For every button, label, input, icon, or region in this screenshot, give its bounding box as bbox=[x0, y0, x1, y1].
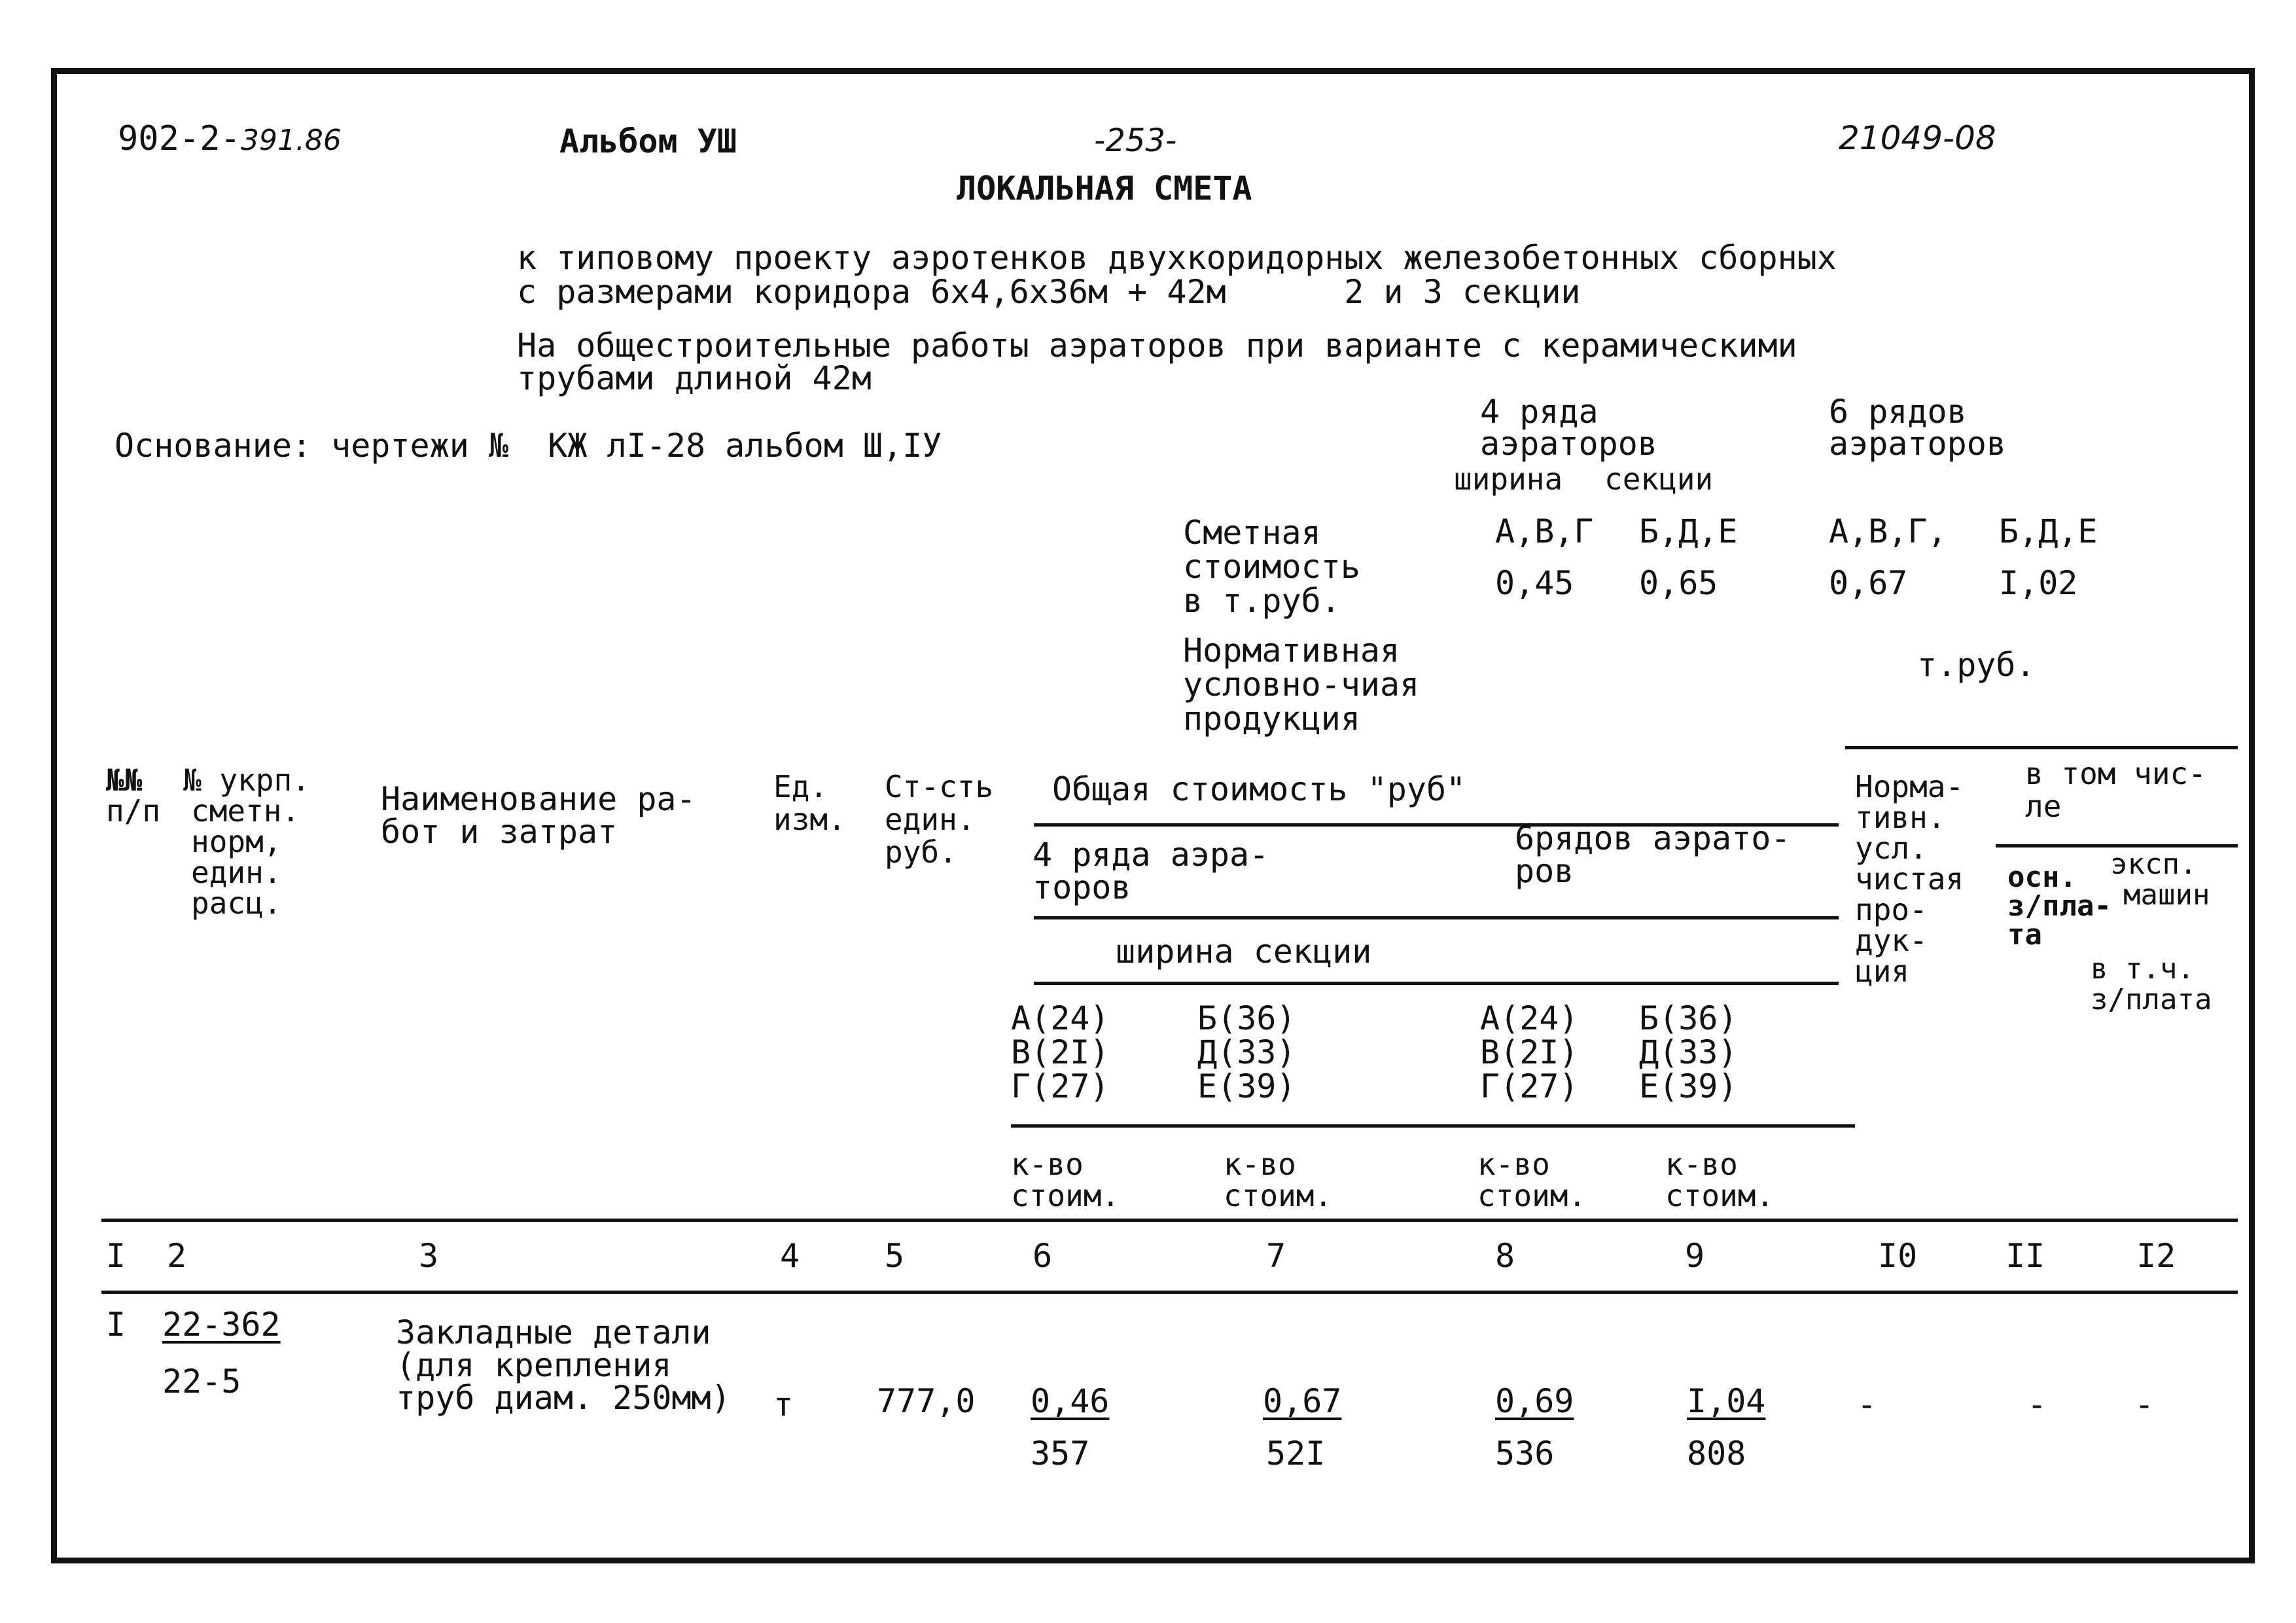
th-group-1-a: А(24) bbox=[1011, 999, 1110, 1037]
rule-above-col-numbers bbox=[101, 1219, 2238, 1222]
rule-under-rows bbox=[1034, 916, 1839, 919]
cost-label-3: в т.руб. bbox=[1183, 582, 1341, 620]
row-qty-6: 0,46 bbox=[1031, 1382, 1110, 1420]
basis-line: Основание: чертежи № КЖ лI-28 альбом Ш,IУ bbox=[115, 427, 942, 465]
description-line-1: к типовому проекту аэротенков двухкоридорных железобетонных сборных bbox=[517, 239, 1837, 277]
th-salary-2: з/пла- bbox=[2007, 889, 2111, 923]
col-number-9: 9 bbox=[1685, 1237, 1705, 1275]
row-cost-7: 52I bbox=[1266, 1435, 1326, 1472]
th-group-2-c: Е(39) bbox=[1197, 1067, 1296, 1105]
th-norm-1: Норма- bbox=[1855, 769, 1964, 804]
rows6-title-1: 6 рядов bbox=[1829, 393, 1967, 431]
th-qty-6-1: к-во bbox=[1011, 1147, 1084, 1182]
description-line-4: трубами длиной 42м bbox=[517, 359, 872, 397]
cost-label-1: Сметная bbox=[1183, 514, 1321, 552]
col-number-7: 7 bbox=[1266, 1237, 1286, 1275]
col-number-11: II bbox=[2005, 1237, 2045, 1275]
th-qty-7-2: стоим. bbox=[1224, 1178, 1333, 1213]
col-number-1: I bbox=[106, 1237, 126, 1275]
summary-col-2: Б,Д,Е bbox=[1639, 512, 1738, 550]
th-6rows-2: ров bbox=[1515, 852, 1574, 890]
th-ref-3: норм, bbox=[191, 824, 282, 859]
th-unit-2: изм. bbox=[773, 802, 846, 837]
th-incl-1: в том чис- bbox=[2025, 756, 2206, 791]
th-qty-7-1: к-во bbox=[1224, 1147, 1296, 1182]
th-qty-9-1: к-во bbox=[1665, 1147, 1738, 1182]
th-num-1: №№ bbox=[106, 762, 143, 798]
th-incl-2: ле bbox=[2025, 789, 2062, 824]
width-label: ширина bbox=[1454, 461, 1563, 497]
rows4-title-1: 4 ряда bbox=[1480, 393, 1598, 431]
th-qty-6-2: стоим. bbox=[1011, 1178, 1120, 1213]
page-number: -253- bbox=[1094, 122, 1177, 159]
col-number-8: 8 bbox=[1495, 1237, 1515, 1275]
row-machines-value: - bbox=[2134, 1385, 2155, 1423]
th-ref-2: сметн. bbox=[191, 793, 300, 829]
th-num-2: п/п bbox=[106, 793, 161, 829]
th-name-1: Наименование ра- bbox=[381, 780, 696, 818]
th-qty-8-1: к-во bbox=[1477, 1147, 1550, 1182]
summary-value-1: 0,45 bbox=[1495, 564, 1574, 602]
rule-below-col-numbers bbox=[101, 1291, 2238, 1294]
th-cost-2: един. bbox=[885, 802, 976, 837]
th-salary-1: осн. bbox=[2007, 861, 2077, 894]
row-salary-value: - bbox=[2027, 1385, 2047, 1423]
summary-col-3: А,В,Г, bbox=[1829, 512, 1947, 550]
row-name-3: труб диам. 250мм) bbox=[396, 1379, 731, 1417]
th-qty-8-2: стоим. bbox=[1477, 1178, 1587, 1213]
row-qty-8: 0,69 bbox=[1495, 1382, 1574, 1420]
th-ref-5: расц. bbox=[191, 885, 282, 921]
col-number-12: I2 bbox=[2136, 1237, 2176, 1275]
th-norm-2: тивн. bbox=[1855, 800, 1946, 835]
th-machines-4: з/плата bbox=[2091, 983, 2212, 1016]
row-ref-bottom: 22-5 bbox=[162, 1363, 241, 1400]
th-ref-1: № укрп. bbox=[183, 762, 310, 798]
th-norm-3: усл. bbox=[1855, 830, 1928, 866]
th-group-1-c: Г(27) bbox=[1011, 1067, 1110, 1105]
th-machines-2: машин bbox=[2123, 878, 2210, 912]
rule-under-groups bbox=[1011, 1124, 1855, 1128]
row-ref-top: 22-362 bbox=[162, 1306, 281, 1344]
th-group-1-b: В(2I) bbox=[1011, 1033, 1110, 1071]
norm-label-3: продукция bbox=[1183, 700, 1360, 738]
th-group-4-b: Д(33) bbox=[1639, 1033, 1738, 1071]
th-unit-1: Ед. bbox=[773, 769, 828, 804]
th-total: Общая стоимость "руб" bbox=[1052, 770, 1466, 808]
row-name-2: (для крепления bbox=[396, 1346, 672, 1384]
col-number-5: 5 bbox=[885, 1237, 905, 1275]
th-machines-3: в т.ч. bbox=[2091, 952, 2195, 986]
rows4-title-2: аэраторов bbox=[1480, 425, 1657, 463]
summary-value-4: I,02 bbox=[1999, 564, 2078, 602]
rows6-title-2: аэраторов bbox=[1829, 425, 2006, 463]
th-group-3-a: А(24) bbox=[1480, 999, 1579, 1037]
row-number: I bbox=[106, 1306, 126, 1344]
row-cost-8: 536 bbox=[1495, 1435, 1555, 1472]
row-cost-6: 357 bbox=[1031, 1435, 1090, 1472]
th-name-2: бот и затрат bbox=[381, 813, 618, 851]
header-top-rule bbox=[1845, 746, 2238, 749]
project-code: 902-2-391.86 bbox=[118, 119, 342, 158]
document-number: 21049-08 bbox=[1839, 119, 1996, 157]
row-qty-9: I,04 bbox=[1687, 1382, 1766, 1420]
row-qty-7: 0,67 bbox=[1263, 1382, 1342, 1420]
col-number-2: 2 bbox=[167, 1237, 187, 1275]
norm-label-1: Нормативная bbox=[1183, 632, 1400, 669]
description-line-3: На общестроительные работы аэраторов при варианте с керамическими bbox=[517, 327, 1797, 365]
th-group-4-a: Б(36) bbox=[1639, 999, 1738, 1037]
description-line-2: с размерами коридора 6х4,6х36м + 42м 2 и 3 секции bbox=[517, 273, 1581, 311]
row-unit-cost: 777,0 bbox=[877, 1382, 976, 1420]
th-group-4-c: Е(39) bbox=[1639, 1067, 1738, 1105]
row-cost-9: 808 bbox=[1687, 1435, 1746, 1472]
th-4rows-1: 4 ряда аэра- bbox=[1033, 836, 1269, 874]
th-6rows-1: 6рядов аэрато- bbox=[1515, 819, 1791, 857]
norm-unit: т.руб. bbox=[1917, 646, 2036, 684]
document-title: ЛОКАЛЬНАЯ СМЕТА bbox=[957, 169, 1252, 207]
th-salary-3: та bbox=[2007, 918, 2042, 952]
th-group-2-a: Б(36) bbox=[1197, 999, 1296, 1037]
summary-col-1: А,В,Г bbox=[1495, 512, 1594, 550]
th-norm-5: про- bbox=[1855, 892, 1928, 927]
col-number-6: 6 bbox=[1033, 1237, 1053, 1275]
summary-col-4: Б,Д,Е bbox=[1999, 512, 2098, 550]
row-name-1: Закладные детали bbox=[396, 1313, 711, 1351]
th-group-2-b: Д(33) bbox=[1197, 1033, 1296, 1071]
th-norm-6: дук- bbox=[1855, 923, 1928, 958]
th-group-3-c: Г(27) bbox=[1480, 1067, 1579, 1105]
th-4rows-2: торов bbox=[1033, 868, 1131, 906]
norm-label-2: условно-чиая bbox=[1183, 666, 1420, 704]
col-number-4: 4 bbox=[780, 1237, 800, 1275]
row-unit: т bbox=[773, 1385, 794, 1423]
th-ref-4: един. bbox=[191, 855, 282, 890]
th-qty-9-2: стоим. bbox=[1665, 1178, 1775, 1213]
rule-under-width bbox=[1034, 982, 1839, 985]
section-label: секции bbox=[1604, 461, 1714, 497]
cost-label-2: стоимость bbox=[1183, 548, 1360, 586]
row-norm-value: - bbox=[1857, 1385, 1877, 1423]
summary-value-3: 0,67 bbox=[1829, 564, 1908, 602]
th-cost-1: Ст-сть bbox=[885, 769, 994, 804]
th-norm-4: чистая bbox=[1855, 861, 1964, 897]
col-number-3: 3 bbox=[419, 1237, 439, 1275]
th-cost-3: руб. bbox=[885, 834, 957, 870]
col-number-10: I0 bbox=[1878, 1237, 1918, 1275]
album-label: Альбом УШ bbox=[559, 122, 737, 160]
th-machines-1: эксп. bbox=[2110, 847, 2197, 881]
th-norm-7: ция bbox=[1855, 954, 1910, 989]
th-width: ширина секции bbox=[1116, 933, 1372, 971]
summary-value-2: 0,65 bbox=[1639, 564, 1718, 602]
th-group-3-b: В(2I) bbox=[1480, 1033, 1579, 1071]
